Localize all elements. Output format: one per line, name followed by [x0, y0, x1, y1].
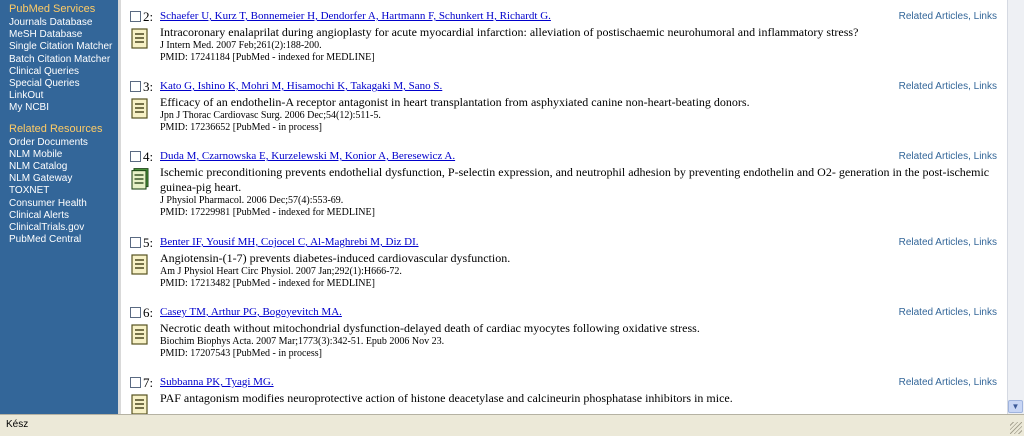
result-links — [899, 237, 997, 249]
result-citation: J Intern Med. 2007 Feb;261(2):188-200. — [160, 40, 322, 51]
result-pmid: PMID: 17207543 [PubMed - in process] — [160, 348, 322, 359]
result-number: 2: — [143, 9, 154, 24]
vertical-scrollbar[interactable] — [1007, 0, 1024, 414]
sidebar-link-batch-citation-matcher[interactable]: Batch Citation Matcher — [9, 53, 111, 65]
sidebar-link-my-ncbi[interactable]: My NCBI — [9, 102, 49, 114]
sidebar-link-nlm-gateway[interactable]: NLM Gateway — [9, 173, 73, 185]
free-fulltext-doc-icon[interactable] — [131, 168, 149, 190]
related-articles-link[interactable]: Related Articles — [898, 237, 969, 248]
result-authors-link[interactable]: Schaefer U, Kurz T, Bonnemeier H, Dendorfer A, Hartmann F, Schunkert H, Richardt G. — [160, 10, 551, 22]
status-bar — [0, 414, 1024, 436]
result-number: 5: — [143, 235, 154, 250]
result-number: 4: — [143, 149, 154, 164]
sidebar-link-single-citation-matcher[interactable]: Single Citation Matcher — [9, 41, 113, 53]
sidebar-link-clinicaltrials-gov[interactable]: ClinicalTrials.gov — [9, 222, 85, 234]
resize-grip-icon[interactable] — [1010, 422, 1022, 434]
links-separator: , — [968, 377, 971, 388]
result-citation: Am J Physiol Heart Circ Physiol. 2007 Jan;292(1):H666-72. — [160, 266, 402, 277]
sidebar-link-journals-database[interactable]: Journals Database — [9, 17, 93, 28]
sidebar — [0, 0, 118, 414]
links-separator: , — [968, 237, 971, 248]
result-authors-link[interactable]: Duda M, Czarnowska E, Kurzelewski M, Konior A, Beresewicz A. — [160, 150, 456, 162]
abstract-doc-icon[interactable] — [131, 394, 149, 414]
sidebar-link-clinical-alerts[interactable]: Clinical Alerts — [9, 209, 70, 221]
sidebar-link-clinical-queries[interactable]: Clinical Queries — [9, 65, 80, 77]
result-pmid: PMID: 17236652 [PubMed - in process] — [160, 122, 322, 133]
related-resources-heading: Related Resources — [9, 122, 103, 135]
result-title: Angiotensin-(1-7) prevents diabetes-induced cardiovascular dysfunction. — [160, 251, 511, 265]
related-articles-link[interactable]: Related Articles — [898, 151, 969, 162]
result-select-checkbox[interactable] — [130, 11, 141, 22]
result-select-checkbox[interactable] — [130, 151, 141, 162]
sidebar-link-mesh-database[interactable]: MeSH Database — [9, 29, 83, 41]
result-authors-link[interactable]: Kato G, Ishino K, Mohri M, Hisamochi K, Takagaki M, Sano S. — [160, 80, 443, 92]
result-select-checkbox[interactable] — [130, 377, 141, 388]
result-citation: J Physiol Pharmacol. 2006 Dec;57(4):553-69. — [160, 195, 344, 206]
result-title: Necrotic death without mitochondrial dysfunction-delayed death of cardiac myocytes following oxidative stress. — [160, 321, 700, 335]
result-item — [121, 374, 1007, 406]
sidebar-link-toxnet[interactable]: TOXNET — [9, 185, 50, 197]
result-pmid: PMID: 17229981 [PubMed - indexed for MEDLINE] — [160, 207, 375, 218]
result-links — [899, 11, 997, 23]
sidebar-link-nlm-catalog[interactable]: NLM Catalog — [9, 161, 68, 173]
abstract-doc-icon[interactable] — [131, 254, 149, 276]
result-number: 6: — [143, 305, 154, 320]
abstract-doc-icon[interactable] — [131, 324, 149, 346]
sidebar-link-pubmed-central[interactable]: PubMed Central — [9, 234, 82, 246]
links-link[interactable]: Links — [973, 81, 997, 92]
result-item — [121, 78, 1007, 134]
result-item — [121, 304, 1007, 360]
links-link[interactable]: Links — [973, 237, 997, 248]
result-title: PAF antagonism modifies neuroprotective action of histone deacetylase and calcineurin phosphatase inhibitors in mice. — [160, 391, 733, 405]
scroll-down-arrow-icon[interactable]: ▼ — [1008, 400, 1023, 413]
sidebar-link-linkout[interactable]: LinkOut — [9, 90, 44, 102]
result-links — [899, 151, 997, 163]
abstract-doc-icon[interactable] — [131, 98, 149, 120]
result-item — [121, 234, 1007, 290]
result-citation: Biochim Biophys Acta. 2007 Mar;1773(3):342-51. Epub 2006 Nov 23. — [160, 336, 445, 347]
result-citation: Jpn J Thorac Cardiovasc Surg. 2006 Dec;54(12):511-5. — [160, 110, 381, 121]
result-title: Intracoronary enalaprilat during angioplasty for acute myocardial infarction: alleviation of postischaemic neurohumoral and inflammatory stress? — [160, 25, 859, 39]
links-separator: , — [968, 307, 971, 318]
result-select-checkbox[interactable] — [130, 237, 141, 248]
links-link[interactable]: Links — [973, 377, 997, 388]
sidebar-link-consumer-health[interactable]: Consumer Health — [9, 197, 87, 209]
result-authors-link[interactable]: Subbanna PK, Tyagi MG. — [160, 376, 274, 388]
result-title: Efficacy of an endothelin-A receptor antagonist in heart transplantation from asphyxiated canine non-heart-beating donors. — [160, 95, 750, 109]
related-articles-link[interactable]: Related Articles — [898, 81, 969, 92]
pubmed-services-heading: PubMed Services — [9, 3, 96, 15]
links-link[interactable]: Links — [973, 151, 997, 162]
result-pmid: PMID: 17213482 [PubMed - indexed for MEDLINE] — [160, 278, 375, 289]
result-select-checkbox[interactable] — [130, 81, 141, 92]
related-articles-link[interactable]: Related Articles — [898, 11, 969, 22]
result-pmid: PMID: 17241184 [PubMed - indexed for MEDLINE] — [160, 52, 375, 63]
result-item — [121, 8, 1007, 64]
links-separator: , — [968, 11, 971, 22]
related-articles-link[interactable]: Related Articles — [898, 307, 969, 318]
links-link[interactable]: Links — [973, 11, 997, 22]
sidebar-link-special-queries[interactable]: Special Queries — [9, 78, 80, 90]
result-authors-link[interactable]: Benter IF, Yousif MH, Cojocel C, Al-Maghrebi M, Diz DI. — [160, 236, 419, 248]
status-text: Kész — [6, 419, 29, 430]
result-title: Ischemic preconditioning prevents endothelial dysfunction, P-selectin expression, and neutrophil adhesion by preventing endothelin and O2- generation in the post-ischemic guinea-pig heart. — [160, 165, 990, 194]
result-item — [121, 148, 1007, 219]
result-links — [899, 81, 997, 93]
links-link[interactable]: Links — [973, 307, 997, 318]
result-links — [899, 377, 997, 389]
result-select-checkbox[interactable] — [130, 307, 141, 318]
result-authors-link[interactable]: Casey TM, Arthur PG, Bogoyevitch MA. — [160, 306, 342, 318]
results-list — [121, 0, 1007, 414]
links-separator: , — [968, 151, 971, 162]
abstract-doc-icon[interactable] — [131, 28, 149, 50]
result-number: 7: — [143, 375, 154, 390]
sidebar-link-nlm-mobile[interactable]: NLM Mobile — [9, 148, 63, 160]
sidebar-link-order-documents[interactable]: Order Documents — [9, 136, 88, 148]
related-articles-link[interactable]: Related Articles — [898, 377, 969, 388]
links-separator: , — [968, 81, 971, 92]
result-number: 3: — [143, 79, 154, 94]
result-links — [899, 307, 997, 319]
